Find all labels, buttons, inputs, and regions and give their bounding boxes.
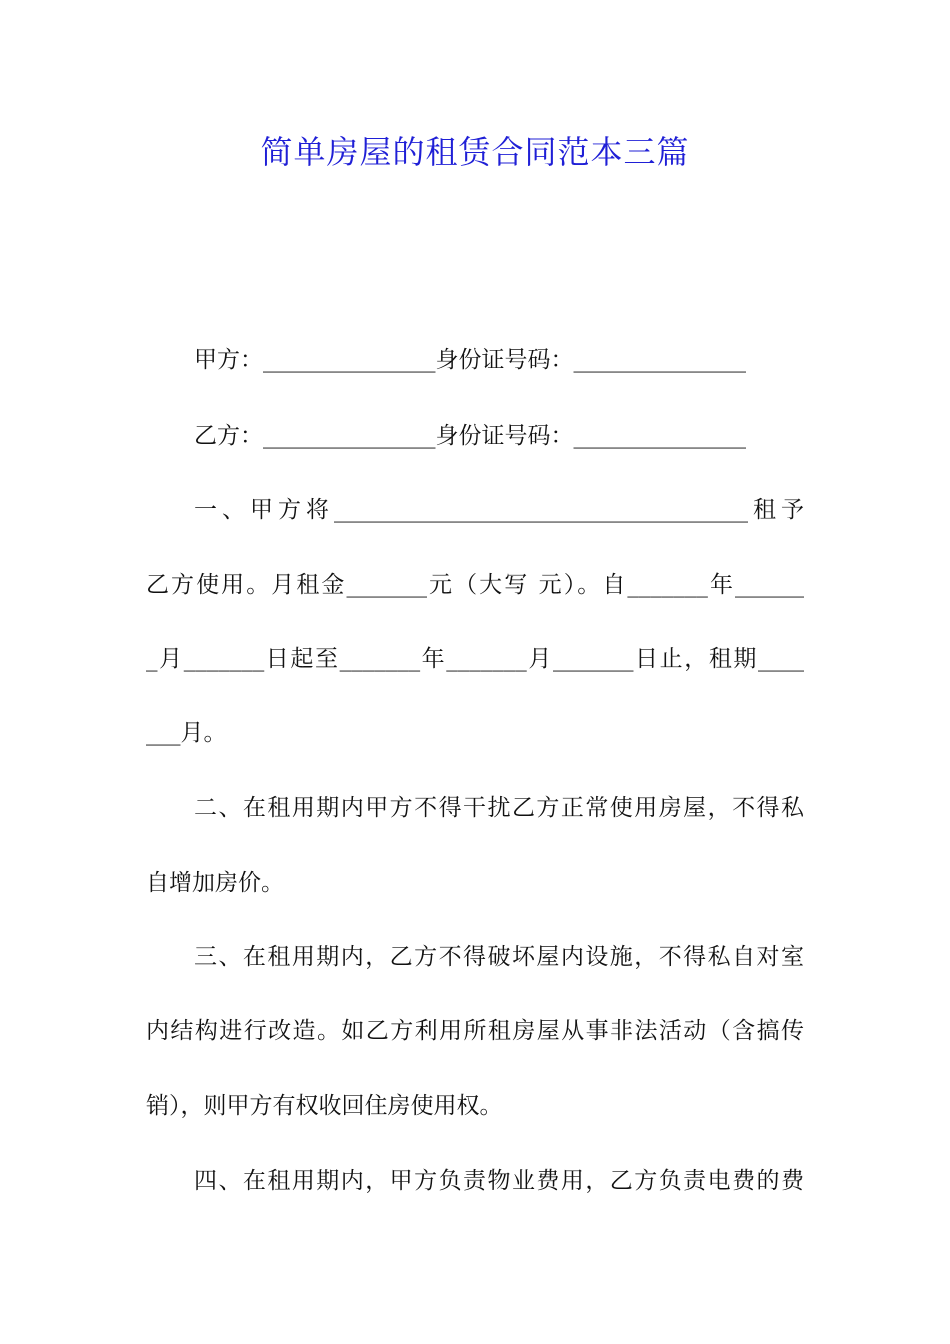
clause-2-line-1: 二、在租用期内甲方不得干扰乙方正常使用房屋，不得私	[194, 795, 804, 821]
document-title: 简单房屋的租赁合同范本三篇	[260, 133, 690, 171]
clause-3-line-1: 三、在租用期内，乙方不得破坏屋内设施，不得私自对室	[194, 944, 804, 970]
clause-3-line-2: 内结构进行改造。如乙方利用所租房屋从事非法活动（含搞传	[146, 1018, 804, 1044]
party-b-line: 乙方：_______________身份证号码：_______________	[194, 423, 746, 449]
clause-1-line-1: 一、甲方将____________________________________租予	[194, 497, 804, 523]
clause-1-line-2: 乙方使用。月租金_______元（大写 元）。自_______年______	[146, 572, 804, 598]
clause-4-line-1: 四、在租用期内，甲方负责物业费用，乙方负责电费的费	[194, 1168, 804, 1194]
clause-1-line-4: ___月。	[146, 720, 227, 746]
party-a-line: 甲方：_______________身份证号码：_______________	[194, 347, 746, 373]
clause-3-line-3: 销），则甲方有权收回住房使用权。	[146, 1093, 503, 1119]
clause-2-line-2: 自增加房价。	[146, 870, 284, 896]
clause-1-line-3: _月_______日起至_______年_______月_______日止，租期____	[146, 646, 804, 672]
